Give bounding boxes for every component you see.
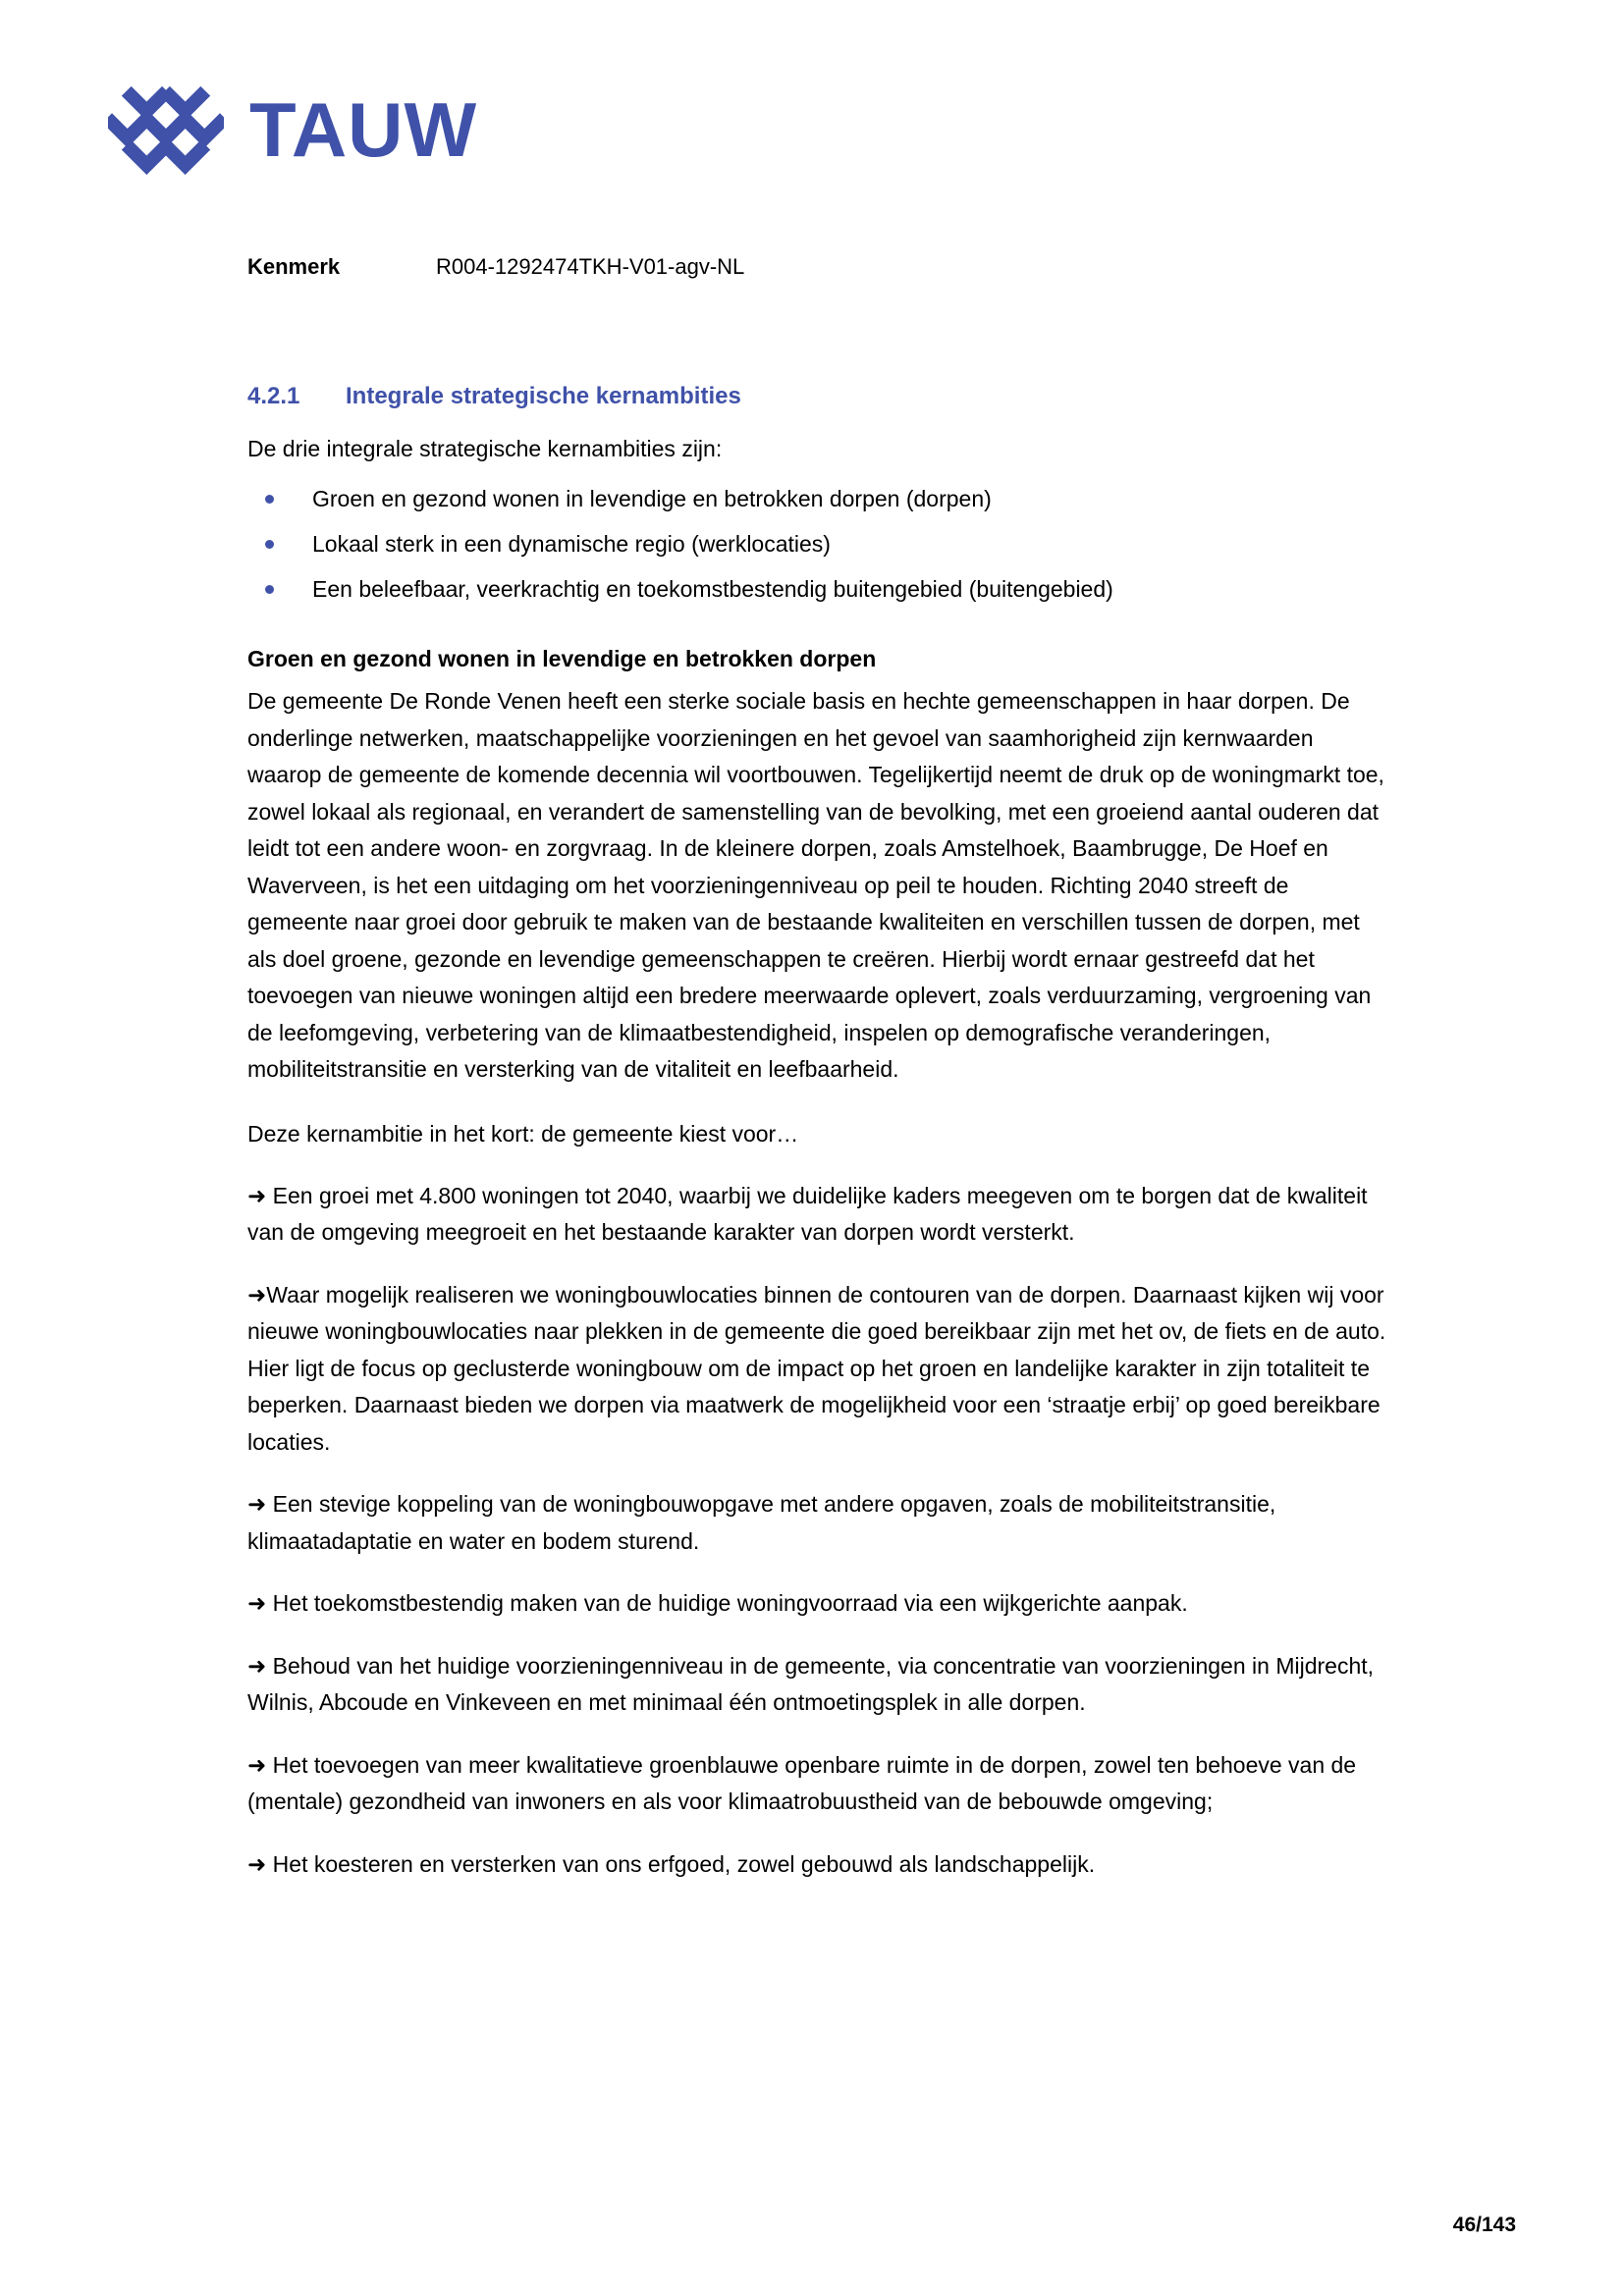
tauw-chevron-logo-icon: [108, 77, 224, 183]
document-body: [247, 383, 1386, 1908]
kernambities-list: [247, 481, 1386, 609]
main-paragraph: De gemeente De Ronde Venen heeft een sterke sociale basis en hechte gemeenschappen in haar dorpen. De onderlinge netwerken, maatschappelijke voorzieningen en het gevoel van saamhorigheid zijn kernwaarden waarop de gemeente de komende decennia wil voortbouwen. Tegelijkertijd neemt de druk op de woningmarkt toe, zowel lokaal als regionaal, en verandert de samenstelling van de bevolking, met een groeiend aantal ouderen dat leidt tot een andere woon- en zorgvraag. In de kleinere dorpen, zoals Amstelhoek, Baambrugge, De Hoef en Waverveen, is het een uitdaging om het voorzieningenniveau op peil te houden. Richting 2040 streeft de gemeente naar groei door gebruik te maken van de bestaande kwaliteiten en verschillen tussen de dorpen, met als doel groene, gezonde en levendige gemeenschappen te creëren. Hierbij wordt ernaar gestreefd dat het toevoegen van nieuwe woningen altijd een bredere meerwaarde oplevert, zoals verduurzaming, vergroening van de leefomgeving, verbetering van de klimaatbestendigheid, inspelen op demografische veranderingen, mobiliteitstransitie en versterking van de vitaliteit en leefbaarheid.: [247, 688, 1384, 1083]
section-heading: [247, 383, 1386, 410]
arrow-item: ➜ Behoud van het huidige voorzieningenniveau in de gemeente, via concentratie van voorzieningen in Mijdrecht, Wilnis, Abcoude en Vinkeveen en met minimaal één ontmoetingsplek in alle dorpen.: [247, 1652, 1375, 1716]
list-item-label: Een beleefbaar, veerkrachtig en toekomstbestendig buitengebied (buitengebied): [312, 576, 1113, 603]
list-item: [247, 571, 1386, 608]
arrow-item: ➜ Een stevige koppeling van de woningbouwopgave met andere opgaven, zoals de mobiliteitstransitie, klimaatadaptatie en water en bodem sturend.: [247, 1491, 1276, 1554]
arrow-item: ➜ Het toevoegen van meer kwalitatieve groenblauwe openbare ruimte in de dorpen, zowel ten behoeve van de (mentale) gezondheid van inwoners en als voor klimaatrobuustheid van de bebouwde omgeving;: [247, 1751, 1357, 1815]
list-item-label: Lokaal sterk in een dynamische regio (werklocaties): [312, 530, 831, 557]
kenmerk-value: R004-1292474TKH-V01-agv-NL: [436, 254, 745, 279]
kenmerk-label: Kenmerk: [247, 254, 341, 279]
bullet-dot-icon: [265, 585, 274, 594]
arrow-item: ➜ Het toekomstbestendig maken van de huidige woningvoorraad via een wijkgerichte aanpak.: [247, 1590, 1188, 1617]
page-number: 46/143: [1452, 2214, 1516, 2236]
section-intro: De drie integrale strategische kernambities zijn:: [247, 436, 723, 461]
bullet-dot-icon: [265, 540, 274, 549]
tauw-wordmark: TAUW: [249, 86, 478, 173]
list-item-label: Groen en gezond wonen in levendige en betrokken dorpen (dorpen): [312, 485, 992, 511]
lead-in-paragraph: Deze kernambitie in het kort: de gemeente kiest voor…: [247, 1120, 799, 1147]
subsection-heading: Groen en gezond wonen in levendige en betrokken dorpen: [247, 646, 877, 672]
list-item: [247, 481, 1386, 517]
arrow-item: ➜Waar mogelijk realiseren we woningbouwlocaties binnen de contouren van de dorpen. Daarnaast kijken wij voor nieuwe woningbouwlocaties naar plekken in de gemeente die goed bereikbaar zijn met het ov, de fiets en de auto. Hier ligt de focus op geclusterde woningbouw om de impact op het groen en landelijke karakter in zijn totaliteit te beperken. Daarnaast bieden we dorpen via maatwerk de mogelijkheid voor een ‘straatje erbij’ op goed bereikbare locaties.: [247, 1281, 1386, 1455]
section-title: Integrale strategische kernambities: [346, 383, 741, 409]
arrow-item: ➜ Een groei met 4.800 woningen tot 2040, waarbij we duidelijke kaders meegeven om te borgen dat de kwaliteit van de omgeving meegroeit en het bestaande karakter van dorpen wordt versterkt.: [247, 1183, 1368, 1246]
section-number: 4.2.1: [247, 383, 300, 409]
tauw-logo: [108, 77, 477, 183]
bullet-dot-icon: [265, 495, 274, 504]
list-item: [247, 526, 1386, 562]
arrow-item: ➜ Het koesteren en versterken van ons erfgoed, zowel gebouwd als landschappelijk.: [247, 1850, 1096, 1877]
kenmerk: [247, 253, 744, 282]
